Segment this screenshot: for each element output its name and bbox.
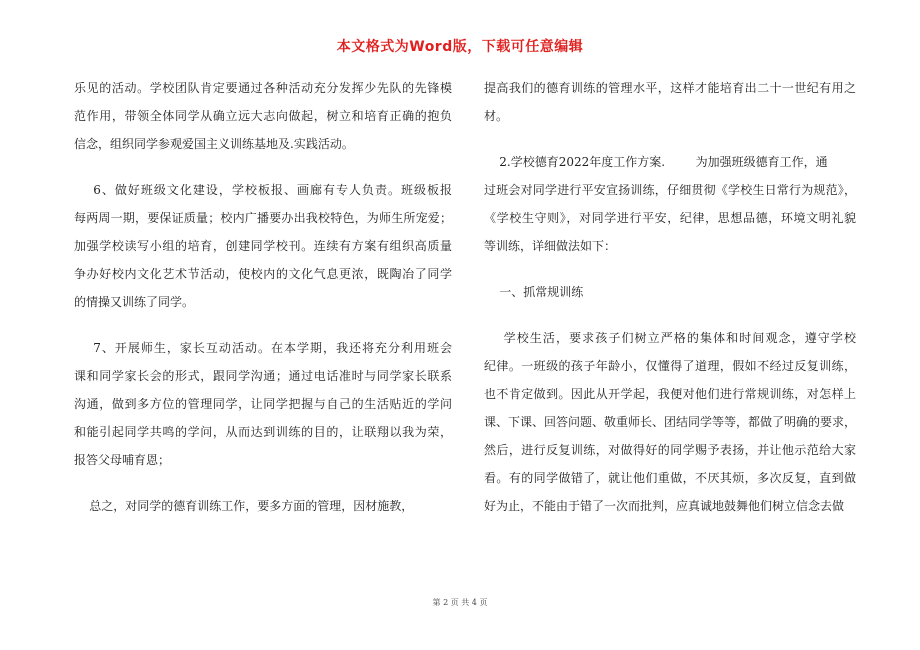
paragraph-gap bbox=[484, 306, 856, 324]
right-text-column bbox=[484, 74, 856, 520]
page-number-footer: 第 2 页 共 4 页 bbox=[432, 598, 488, 607]
text-line: 7、开展师生，家长互动活动。在本学期，我还将充分利用班会 bbox=[74, 341, 452, 355]
text-line: 也不肯定做到。因此从开学起，我便对他们进行常规训练，对怎样上 bbox=[484, 387, 856, 401]
text-line: 课和同学家长会的形式，跟同学沟通；通过电话准时与同学家长联系 bbox=[74, 369, 452, 383]
text-line: 每两周一期，要保证质量；校内广播要办出我校特色，为师生所宠爱； bbox=[74, 211, 452, 225]
paragraph-gap bbox=[74, 158, 452, 176]
text-line: 纪律。一班级的孩子年龄小，仅懂得了道理，假如不经过反复训练， bbox=[484, 359, 856, 373]
text-line: 看。有的同学做错了，就让他们重做，不厌其烦，多次反复，直到做 bbox=[484, 471, 856, 485]
text-line: 总之，对同学的德育训练工作，要多方面的管理，因材施教， bbox=[74, 499, 414, 513]
text-line: 信念，组织同学参观爱国主义训练基地及.实践活动。 bbox=[74, 137, 354, 151]
text-line: 材。 bbox=[484, 109, 509, 123]
paragraph-gap bbox=[74, 474, 452, 492]
text-line: 过班会对同学进行平安宣扬训练，仔细贯彻《学校生日常行为规范》， bbox=[484, 183, 856, 197]
text-line: 6、做好班级文化建设，学校板报、画廊有专人负责。班级板报 bbox=[74, 183, 452, 197]
text-line: 《学校生守则》，对同学进行平安，纪律，思想品德，环境文明礼貌 bbox=[484, 211, 856, 225]
document-banner: 本文格式为Word版，下载可任意编辑 bbox=[336, 39, 584, 55]
text-line: 好为止，不能由于错了一次而批判，应真诚地鼓舞他们树立信念去做 bbox=[484, 499, 845, 513]
paragraph-gap bbox=[484, 130, 856, 148]
text-line: 和能引起同学共鸣的学问，从而达到训练的目的，让联翔以我为荣， bbox=[74, 425, 452, 439]
text-line: 等训练，详细做法如下： bbox=[484, 239, 617, 253]
paragraph-gap bbox=[74, 316, 452, 334]
text-line: 范作用，带领全体同学从确立远大志向做起，树立和培育正确的抱负 bbox=[74, 109, 452, 123]
text-line: 课、下课、回答问题、敬重师长、团结同学等等，都做了明确的要求， bbox=[484, 415, 856, 429]
text-line: 学校生活，要求孩子们树立严格的集体和时间观念，遵守学校 bbox=[484, 331, 856, 345]
text-line: 沟通，做到多方位的管理同学，让同学把握与自己的生活贴近的学问 bbox=[74, 397, 452, 411]
left-text-column bbox=[74, 74, 452, 520]
text-line: 报答父母哺育恩； bbox=[74, 453, 171, 467]
paragraph-gap bbox=[484, 260, 856, 278]
text-line: 争办好校内文化艺术节活动，使校内的文化气息更浓，既陶冶了同学 bbox=[74, 267, 452, 281]
text-line: 一、抓常规训练 bbox=[484, 285, 584, 299]
text-line: 然后，进行反复训练，对做得好的同学赐予表扬，并让他示范给大家 bbox=[484, 443, 856, 457]
text-line: 乐见的活动。学校团队肯定要通过各种活动充分发挥少先队的先锋模 bbox=[74, 81, 452, 95]
text-line: 加强学校读写小组的培育，创建同学校刊。连续有方案有组织高质量 bbox=[74, 239, 452, 253]
text-line: 的情操又训练了同学。 bbox=[74, 295, 195, 309]
text-line: 2.学校德育2022年度工作方案. 为加强班级德育工作，通 bbox=[484, 155, 828, 169]
text-line: 提高我们的德育训练的管理水平，这样才能培育出二十一世纪有用之 bbox=[484, 81, 856, 95]
